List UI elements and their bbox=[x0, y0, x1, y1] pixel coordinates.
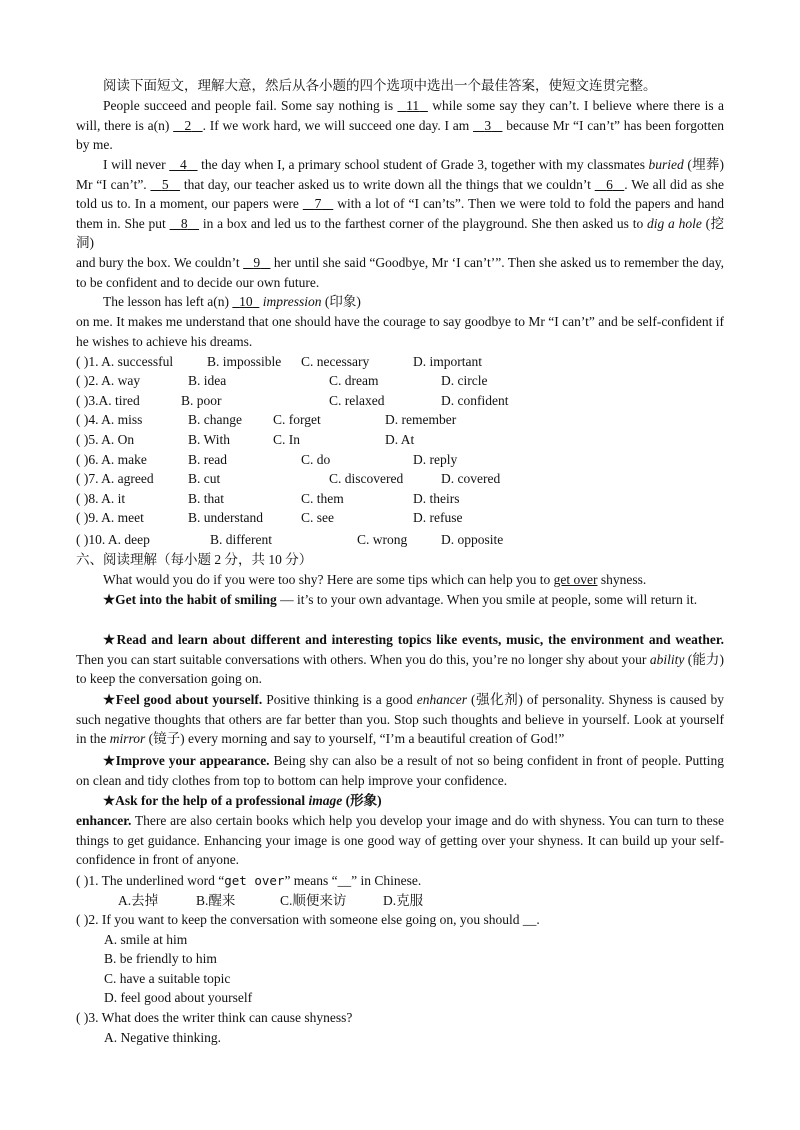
reading-question-2-option-c: C. have a suitable topic bbox=[104, 971, 231, 986]
reading-question-2-option-d: D. feel good about yourself bbox=[104, 990, 253, 1005]
blank-9: 9 bbox=[253, 255, 261, 270]
blank-2: 2 bbox=[184, 117, 192, 133]
tip-2: ★Read and learn about different and interesting topics like events, music, the environment and weather. Then you can start suitable conversations with others. When you do this, you’re no longer shy about your ability (能力) to keep the conversation going on. bbox=[76, 632, 724, 687]
reading-intro: What would you do if you were too shy? Here are some tips which can help you to get over shyness. bbox=[103, 572, 647, 587]
tip-1: ★Get into the habit of smiling — it’s to your own advantage. When you smile at people, some will return it. bbox=[103, 592, 698, 607]
underlined-word: get over bbox=[553, 572, 598, 587]
cloze-paragraph-3: and bury the box. We couldn’t 9 her until she said “Goodbye, Mr ‘I can’t’”. Then she asked us to remember the day, to be confident and to decide our own future. bbox=[76, 255, 725, 290]
blank-5: 5 bbox=[161, 176, 169, 192]
tip-4: ★Improve your appearance. Being shy can also be a result of not so being confident in front of people. Putting on clean and tidy clothes from top to bottom can help improve your confidence. bbox=[76, 753, 724, 788]
reading-question-1: ( )1. The underlined word “get over” means “__” in Chinese. bbox=[76, 873, 422, 888]
blank-10: 10 bbox=[239, 294, 253, 309]
section-title: 六、阅读理解（每小题 2 分，共 10 分） bbox=[76, 552, 313, 567]
cloze-paragraph-2: I will never 4 the day when I, a primary school student of Grade 3, together with my classmates buried (埋葬) Mr “I can’t”. 5 that day, our teacher asked us to write down all the things that we couldn’t 6 . We all did as she told us to. In a moment, our papers were 7 with a lot of “I can’ts”. Then we were told to fold the papers and hand them in. She put 8 in a box and led us to the farthest corner of the playground. She then asked us to dig a hole (挖洞) bbox=[76, 157, 725, 251]
reading-question-2-option-b: B. be friendly to him bbox=[104, 951, 217, 966]
cloze-paragraph-1: People succeed and people fail. Some say nothing is 11 while some say they can’t. I believe where there is a will, there is a(n) 2 . If we work hard, we will succeed one day. I am 3 because Mr “I can’t” has been forgotten by me. bbox=[76, 98, 725, 153]
tip-5: ★Ask for the help of a professional image (形象) bbox=[103, 793, 382, 808]
blank-11: 11 bbox=[406, 98, 420, 113]
tip-3: ★Feel good about yourself. Positive thinking is a good enhancer (强化剂) of personality. Shyness is caused by such negative thoughts that others are far better than you. Stop such thoughts and believe in yourself. Look at yourself in the mirror (镜子) every morning and say to yourself, “I’m a beautiful creation of God!” bbox=[76, 692, 724, 747]
tip-5-continued: enhancer. There are also certain books which help you develop your image and do with shyness. You can turn to these things to get guidance. Enhancing your image is one good way of getting over your shyness. It can build up your self-confidence in front of anyone. bbox=[76, 813, 724, 868]
reading-question-1-options: A.去掉 B.醒来 C.顺便来访 D.克服 bbox=[118, 893, 424, 908]
worksheet-page: 阅读下面短文，理解大意，然后从各小题的四个选项中选出一个最佳答案，使短文连贯完整。 People succeed and people fail. Some say nothing is 11 while some say they can’t. I believe where there is a will, there is a(n) 2 . If we work hard, we will succeed one day. I am 3 because Mr “I can’t” has been forgotten by me. I will never 4 the day when I, a primary school student of Grade 3, together with my classmates buried (埋葬) Mr “I can’t”. 5 that day, our teacher asked us to write down all the things that we couldn’t 6 . We all did as she told us to. In a moment, our papers were 7 with a lot of “I can’ts”. Then we were told to fold the papers and hand them in. She put 8 in a box and led us to the farthest corner of the playground. She then asked us to dig a hole (挖洞) and bury the box. We couldn’t 9 her until she said “Goodbye, Mr ‘I can’t’”. Then she asked us to remember the day, to be confident and to decide our own future. The lesson has left a(n) 10 impression (印象) on me. It makes me understand that one should have the courage to say goodbye to Mr “I can’t” and be self-confident if he wishes to achieve his dreams. ( )1. A. successful B. impossible C. necessary D. important ( )2. A. way B. idea C. dream D. circle ( )3.A. tired B. poor C. relaxed D. confident ( )4. A. miss B. change C. forget D. remember ( )5. A. On B. With C. In D. At ( )6. A. make B. read C. do D. reply ( )7. A. agreed B. cut C. discovered D. covered ( )8. A. it B. that C. them D. theirs ( )9. A. meet B. understand C. see D. refuse ( )10. A. deep B. different C. wrong D. opposite 六、阅读理解（每小题 2 分，共 10 分） What would you do if you were too shy? Here are some tips which can help you to get over shyness. ★Get into the habit of smiling — it’s to your own advantage. When you smile at people, some will return it. ★Read and learn about different and interesting topics like events, music, the environment and weather. Then you can start suitable conversations with others. When you do this, you’re no longer shy about your ability (能力) to keep the conversation going on. ★Feel good about yourself. Positive thinking is a good enhancer (强化剂) of personality. Shyness is caused by such negative thoughts that others are far better than you. Stop such thoughts and believe in yourself. Look at yourself in the mirror (镜子) every morning and say to yourself, “I’m a beautiful creation of God!” ★Improve your appearance. Being shy can also be a result of not so being confident in front of people. Putting on clean and tidy clothes from top to bottom can help improve your confidence. ★Ask for the help of a professional image (形象) enhancer. There are also certain books which help you develop your image and do with shyness. You can turn to these things to get guidance. Enhancing your image is one good way of getting over your shyness. It can build up your self-confidence in front of anyone. ( )1. The underlined word “get over” means “__” in Chinese. A.去掉 B.醒来 C.顺便来访 D.克服 ( )2. If you want to keep the conversation with someone else going on, you should __. A. smile at him B. be friendly to him C. have a suitable topic D. feel good about yourself ( )3. What does the writer think can cause shyness? A. Negative thinking. bbox=[0, 0, 800, 1130]
blank-6: 6 bbox=[606, 176, 613, 192]
reading-question-2: ( )2. If you want to keep the conversation with someone else going on, you should __. bbox=[76, 912, 540, 927]
reading-question-3: ( )3. What does the writer think can cause shyness? bbox=[76, 1010, 353, 1025]
reading-question-2-option-a: A. smile at him bbox=[104, 932, 188, 947]
blank-7: 7 bbox=[314, 196, 322, 212]
blank-4: 4 bbox=[180, 157, 187, 172]
blank-8: 8 bbox=[180, 215, 188, 231]
reading-question-3-option-a: A. Negative thinking. bbox=[104, 1030, 221, 1045]
cloze-paragraph-5: on me. It makes me understand that one should have the courage to say goodbye to Mr “I can’t” and be self-confident if he wishes to achieve his dreams. bbox=[76, 314, 724, 349]
cloze-instruction: 阅读下面短文，理解大意，然后从各小题的四个选项中选出一个最佳答案，使短文连贯完整。 bbox=[103, 78, 657, 93]
blank-3: 3 bbox=[484, 117, 492, 133]
cloze-paragraph-4: The lesson has left a(n) 10 impression (印象) bbox=[103, 294, 361, 309]
